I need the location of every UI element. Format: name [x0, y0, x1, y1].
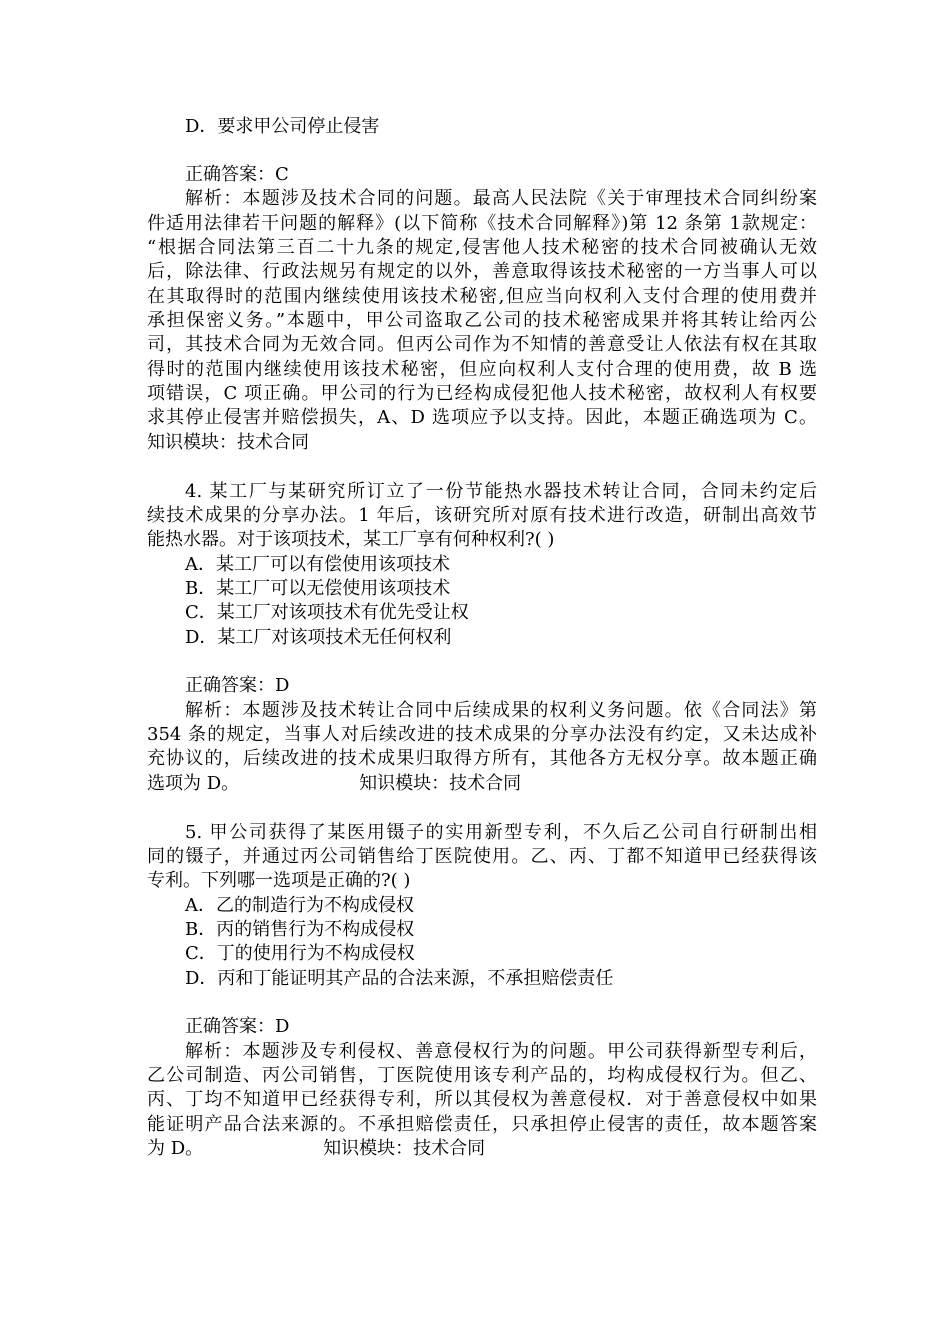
q4-option-d: D．某工厂对该项技术无任何权利 — [185, 627, 452, 648]
q4-stem-line: 能热水器。对于该项技术，某工厂享有何种权利?( ) — [147, 529, 555, 550]
q4-analysis-line: 解析：本题涉及技术转让合同中后续成果的权利义务问题。依《合同法》第 — [185, 700, 817, 721]
q3-analysis-line: “根据合同法第三百二十九条的规定,侵害他人技术秘密的技术合同被确认无效 — [147, 237, 817, 258]
q4-option-c: C．某工厂对该项技术有优先受让权 — [185, 602, 469, 623]
q5-answer: 正确答案：D — [185, 1016, 290, 1037]
q5-stem-line: 同的镊子，并通过丙公司销售给丁医院使用。乙、丙、丁都不知道甲已经获得该 — [147, 846, 817, 867]
q3-analysis-line: 后，除法律、行政法规另有规定的以外，善意取得该技术秘密的一方当事人可以 — [147, 261, 817, 282]
q3-analysis-line: 求其停止侵害并赔偿损失，A、D 选项应予以支持。因此，本题正确选项为 C。 — [147, 407, 817, 428]
q4-option-b: B．某工厂可以无偿使用该项技术 — [185, 578, 451, 599]
q5-conclusion: 为 D。 — [147, 1138, 204, 1159]
q5-stem-line: 5. 甲公司获得了某医用镊子的实用新型专利，不久后乙公司自行研制出相 — [185, 822, 817, 843]
q4-analysis-line: 354 条的规定，当事人对后续改进的技术成果的分享办法没有约定，又未达成补 — [147, 724, 817, 745]
q5-module: 知识模块：技术合同 — [323, 1138, 486, 1159]
q4-option-a: A．某工厂可以有偿使用该项技术 — [185, 554, 450, 575]
q5-analysis-line: 丙、丁均不知道甲已经获得专利，所以其侵权为善意侵权．对于善意侵权中如果 — [147, 1089, 817, 1110]
q3-option-d: D．要求甲公司停止侵害 — [185, 116, 380, 137]
q3-analysis-line: 承担保密义务。”本题中，甲公司盗取乙公司的技术秘密成果并将其转让给丙公 — [147, 310, 817, 331]
q3-analysis-line: 项错误，C 项正确。甲公司的行为已经构成侵犯他人技术秘密，故权利人有权要 — [147, 383, 817, 404]
q4-answer: 正确答案：D — [185, 675, 290, 696]
q3-analysis-line: 解析：本题涉及技术合同的问题。最高人民法院《关于审理技术合同纠纷案 — [185, 188, 817, 209]
q4-stem-line: 4. 某工厂与某研究所订立了一份节能热水器技术转让合同，合同未约定后 — [185, 481, 817, 502]
q5-analysis-line: 乙公司制造、丙公司销售，丁医院使用该专利产品的，均构成侵权行为。但乙、 — [147, 1065, 817, 1086]
q4-analysis-line: 充协议的，后续改进的技术成果归取得方所有，其他各方无权分享。故本题正确 — [147, 748, 817, 769]
q5-option-a: A．乙的制造行为不构成侵权 — [185, 895, 414, 916]
q5-analysis-line: 能证明产品合法来源的。不承担赔偿责任，只承担停止侵害的责任，故本题答案 — [147, 1114, 817, 1135]
q5-stem-line: 专利。下列哪一选项是正确的?( ) — [147, 870, 411, 891]
q3-module: 知识模块：技术合同 — [147, 432, 309, 453]
q3-analysis-line: 在其取得时的范围内继续使用该技术秘密,但应当向权利入支付合理的使用费并 — [147, 286, 817, 307]
q3-analysis-line: 司，其技术合同为无效合同。但丙公司作为不知情的善意受让人依法有权在其取 — [147, 334, 817, 355]
q3-analysis-line: 得时的范围内继续使用该技术秘密，但应向权利人支付合理的使用费，故 B 选 — [147, 359, 817, 380]
q5-option-b: B．丙的销售行为不构成侵权 — [185, 919, 415, 940]
q5-last-line — [147, 1137, 817, 1161]
q5-option-c: C．丁的使用行为不构成侵权 — [185, 943, 415, 964]
q4-conclusion: 选项为 D。 — [147, 773, 240, 794]
q3-answer: 正确答案：C — [185, 164, 289, 185]
q3-analysis-line: 件适用法律若干问题的解释》(以下简称《技术合同解释》)第 12 条第 1款规定： — [147, 213, 817, 234]
q5-option-d: D．丙和丁能证明其产品的合法来源，不承担赔偿责任 — [185, 968, 614, 989]
q4-module: 知识模块：技术合同 — [359, 773, 522, 794]
q5-analysis-line: 解析：本题涉及专利侵权、善意侵权行为的问题。甲公司获得新型专利后， — [185, 1041, 817, 1062]
q4-stem-line: 续技术成果的分享办法。1 年后，该研究所对原有技术进行改造，研制出高效节 — [147, 505, 817, 526]
q4-last-line — [147, 772, 817, 796]
